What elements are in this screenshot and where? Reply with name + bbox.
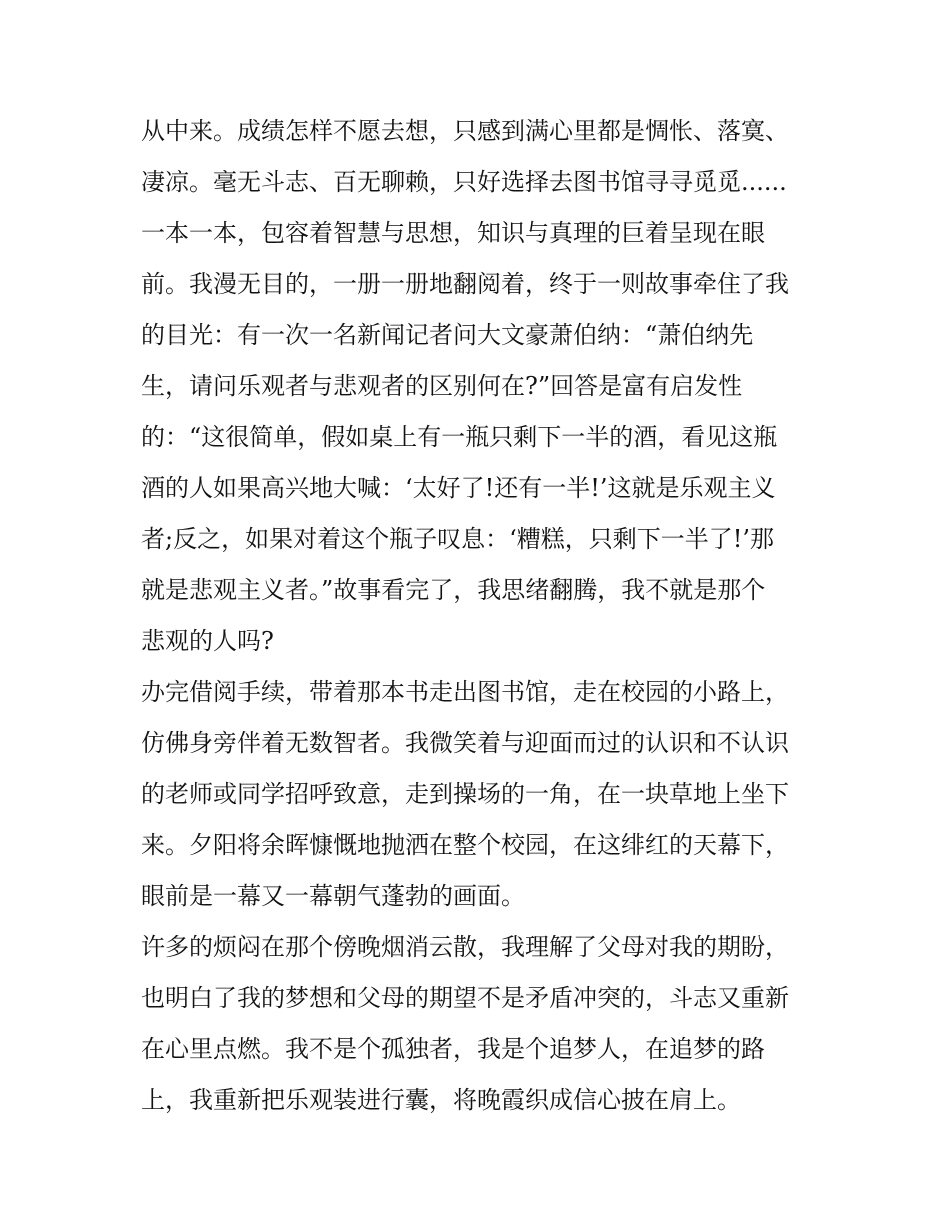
- text-line: 来。夕阳将余晖慷慨地抛洒在整个校园，在这绯红的天幕下，: [141, 831, 789, 859]
- body-text: [141, 106, 821, 1126]
- text-line: 的老师或同学招呼致意，走到操场的一角，在一块草地上坐下: [141, 780, 789, 808]
- text-line: 从中来。成绩怎样不愿去想，只感到满心里都是惆怅、落寞、: [141, 117, 789, 145]
- text-line: 者;反之，如果对着这个瓶子叹息：‘糟糕，只剩下一半了!’那: [141, 525, 774, 553]
- text-line: 前。我漫无目的，一册一册地翻阅着，终于一则故事牵住了我: [141, 270, 789, 298]
- text-line: 生，请问乐观者与悲观者的区别何在?”回答是富有启发性: [141, 372, 743, 400]
- text-line: 的目光：有一次一名新闻记者问大文豪萧伯纳：“萧伯纳先: [141, 321, 754, 349]
- text-line: 在心里点燃。我不是个孤独者，我是个追梦人，在追梦的路: [141, 1035, 765, 1063]
- text-line: 仿佛身旁伴着无数智者。我微笑着与迎面而过的认识和不认识: [141, 729, 789, 757]
- text-line: 的：“这很简单，假如桌上有一瓶只剩下一半的酒，看见这瓶: [141, 423, 778, 451]
- text-line: 一本一本，包容着智慧与思想，知识与真理的巨着呈现在眼: [141, 219, 765, 247]
- text-line: 上，我重新把乐观装进行囊，将晚霞织成信心披在肩上。: [141, 1086, 741, 1114]
- text-line: 就是悲观主义者。”故事看完了，我思绪翻腾，我不就是那个: [141, 576, 766, 604]
- text-line: 凄凉。毫无斗志、百无聊赖，只好选择去图书馆寻寻觅觅......: [141, 168, 787, 196]
- text-line: 也明白了我的梦想和父母的期望不是矛盾冲突的，斗志又重新: [141, 984, 789, 1012]
- text-line: 眼前是一幕又一幕朝气蓬勃的画面。: [141, 882, 525, 910]
- text-line: 许多的烦闷在那个傍晚烟消云散，我理解了父母对我的期盼，: [141, 933, 789, 961]
- text-line: 酒的人如果高兴地大喊：‘太好了!还有一半!’这就是乐观主义: [141, 474, 776, 502]
- text-line: 办完借阅手续，带着那本书走出图书馆，走在校园的小路上，: [141, 678, 789, 706]
- text-line: 悲观的人吗?: [141, 627, 274, 655]
